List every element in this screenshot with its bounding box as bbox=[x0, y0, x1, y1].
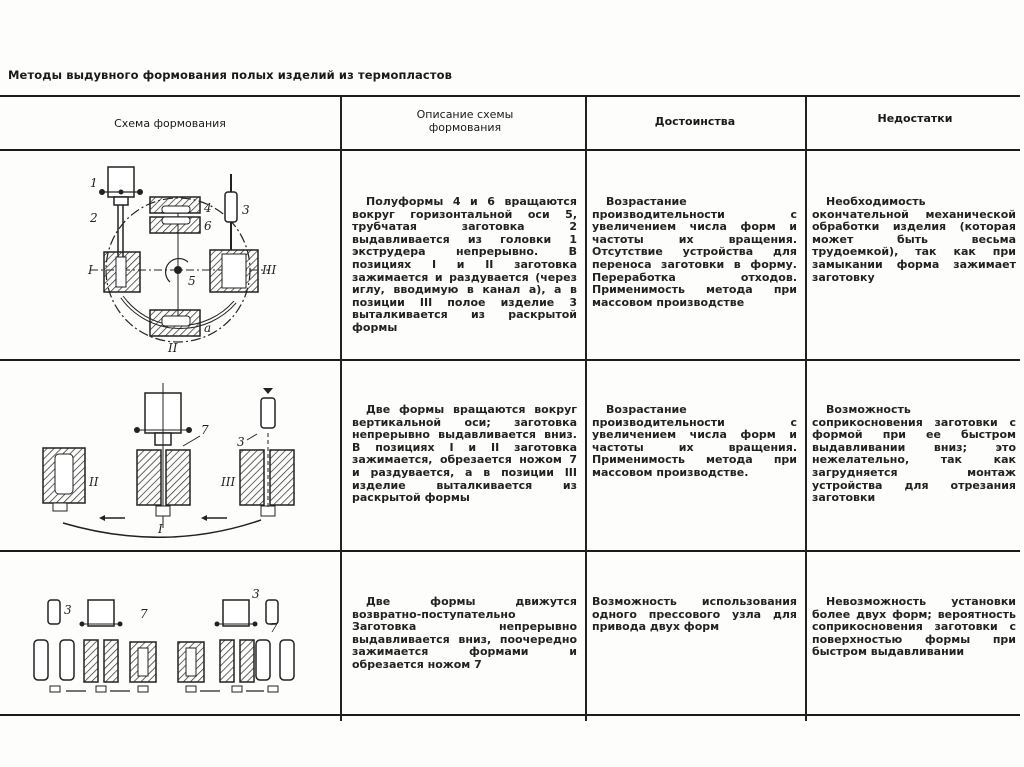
label-I: I bbox=[158, 522, 163, 536]
label-7: 7 bbox=[201, 423, 209, 437]
row3-description: Две формы движутся возвратно-поступательно Заготовка непрерывно выдавливается вниз, поочередно зажимается формами и обрезается ножом 7 bbox=[352, 595, 577, 671]
header-description: Описание схемы формования bbox=[416, 108, 514, 134]
label-a: a bbox=[204, 321, 212, 335]
label-3-left: 3 bbox=[64, 603, 72, 617]
label-5: 5 bbox=[188, 274, 196, 288]
label-III: III bbox=[221, 475, 236, 489]
document-title: Методы выдувного формования полых изделий из термопластов bbox=[8, 68, 452, 82]
mold-position-III bbox=[210, 250, 258, 292]
table-bottom-rule bbox=[0, 714, 1020, 716]
mold-position-II bbox=[150, 310, 200, 336]
column-divider-2 bbox=[585, 97, 587, 721]
row3-advantages: Возможность использования одного прессового узла для привода двух форм bbox=[592, 595, 797, 634]
label-III: III bbox=[262, 263, 277, 277]
column-divider-3 bbox=[805, 97, 807, 721]
scheme-rotating-vertical bbox=[25, 378, 325, 538]
scheme-reciprocating bbox=[30, 580, 320, 700]
label-II: II bbox=[89, 475, 99, 489]
product-3 bbox=[225, 174, 237, 250]
label-2: 2 bbox=[90, 211, 98, 225]
label-6: 6 bbox=[204, 219, 212, 233]
label-7-right: 7 bbox=[270, 621, 278, 635]
right-assembly bbox=[178, 600, 294, 692]
table-top-rule bbox=[0, 95, 1020, 97]
mold-position-I bbox=[104, 252, 140, 292]
mold-half-4 bbox=[150, 197, 200, 213]
row1-description: Полуформы 4 и 6 вращаются вокруг горизонтальной оси 5, трубчатая заготовка 2 выдавливается из головки 1 экструдера непрерывно. В позициях I и II заготовка зажимается и раздувается (через иглу, вводимую в канал a), а в позиции III полое изделие 3 выталкивается из раскрытой формы bbox=[352, 195, 577, 334]
mold-half-6 bbox=[150, 217, 200, 233]
label-II: II bbox=[168, 341, 178, 355]
row2-bottom-rule bbox=[0, 550, 1020, 552]
mold-position-III bbox=[240, 450, 294, 516]
label-7-left: 7 bbox=[140, 607, 148, 621]
row3-disadvantages: Невозможность установки более двух форм; вероятность соприкосновения заготовки с поверхностью формы при быстром выдавливании bbox=[812, 595, 1016, 659]
header-scheme: Схема формования bbox=[114, 117, 226, 130]
header-advantages: Достоинства bbox=[654, 115, 736, 128]
left-assembly bbox=[34, 600, 156, 692]
row2-disadvantages: Возможность соприкосновения заготовки с формой при ее быстром выдавливании вниз; это нежелательно, так как загрудняется монтаж устройства для отрезания заготовки bbox=[812, 403, 1016, 505]
header-bottom-rule bbox=[0, 149, 1020, 151]
mold-position-II bbox=[43, 448, 85, 511]
row2-description: Две формы вращаются вокруг вертикальной оси; заготовка непрерывно выдавливается вниз. В позициях I и II заготовка зажимается, обрезается ножом 7 и раздувается, а в позиции III изделие выталкивается из раскрытой формы bbox=[352, 403, 577, 505]
label-3: 3 bbox=[242, 203, 250, 217]
label-3: 3 bbox=[237, 435, 245, 449]
extruder-head bbox=[99, 167, 143, 257]
label-1: 1 bbox=[90, 176, 98, 190]
column-divider-1 bbox=[340, 97, 342, 721]
row1-disadvantages: Необходимость окончательной механической обработки изделия (которая может быть весьма трудоемкой), так как при замыкании форма зажимает заготовку bbox=[812, 195, 1016, 284]
scheme-rotating-horizontal bbox=[70, 162, 310, 362]
header-disadvantages: Недостатки bbox=[877, 112, 953, 125]
label-4: 4 bbox=[204, 201, 212, 215]
row1-advantages: Возрастание производительности с увеличением числа форм и частоты их вращения. Отсутствие устройства для переноса заготовки в форму. Переработка отходов. Применимость метода при массовом производстве bbox=[592, 195, 797, 309]
label-I: I bbox=[88, 263, 93, 277]
row2-advantages: Возрастание производительности с увеличением числа форм и частоты их вращения. Применимость метода при массовом производстве. bbox=[592, 403, 797, 479]
label-3-right: 3 bbox=[252, 587, 260, 601]
